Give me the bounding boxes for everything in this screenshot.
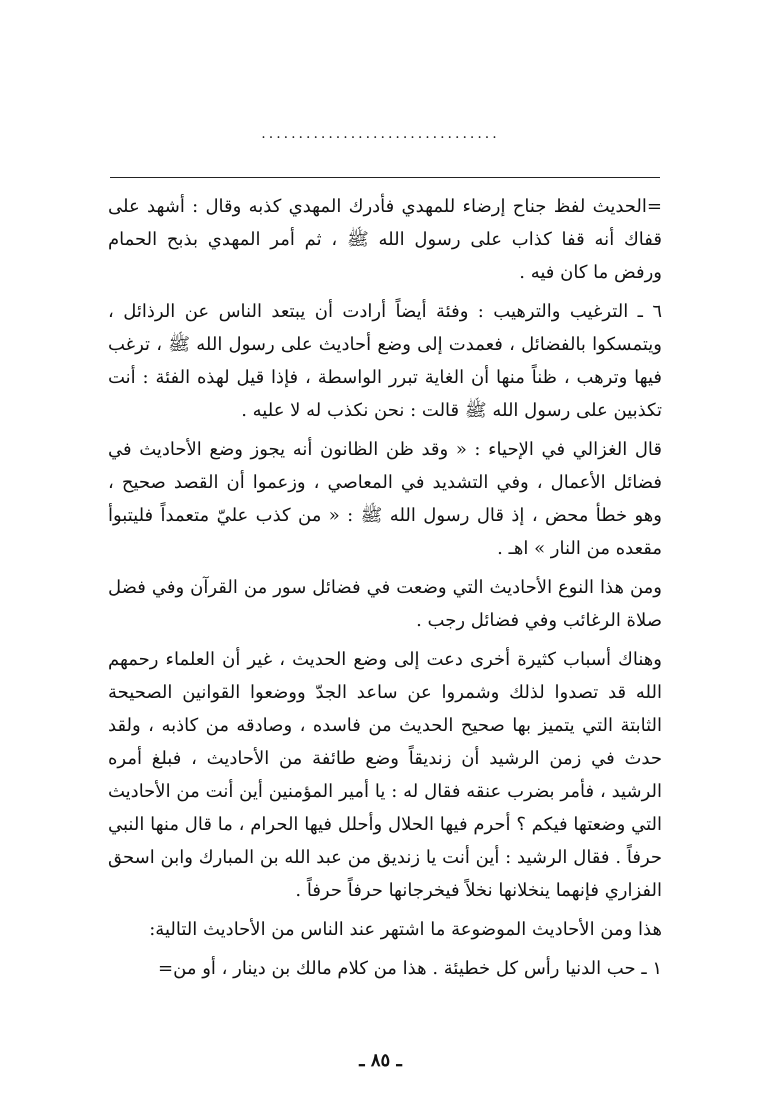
page-body xyxy=(108,190,662,991)
paragraph: وهناك أسباب كثيرة أخرى دعت إلى وضع الحديث ، غير أن العلماء رحمهم الله قد تصدوا لذلك وشمروا عن ساعد الجدّ ووضعوا القوانين الصحيحة الثابتة التي يتميز بها صحيح الحديث من فاسده ، وصادقه من كاذبه ، ولقد حدث في زمن الرشيد أن زنديقاً وضع طائفة من الأحاديث ، فبلغ أمره الرشيد ، فأمر بضرب عنقه فقال له : يا أمير المؤمنين أين أنت من الأحاديث التي وضعتها فيكم ؟ أحرم فيها الحلال وأحلل فيها الحرام ، ما قال منها النبي حرفاً . فقال الرشيد : أين أنت يا زنديق من عبد الله بن المبارك وابن اسحق الفزاري فإنهما ينخلانها نخلاً فيخرجانها حرفاً حرفاً . xyxy=(108,649,662,901)
header-dots: ................................ xyxy=(261,126,500,142)
paragraph: قال الغزالي في الإحياء : « وقد ظن الظانون أنه يجوز وضع الأحاديث في فضائل الأعمال ، وفي التشديد في المعاصي ، وزعموا أن القصد صحيح ، وهو خطأ محض ، إذ قال رسول الله ﷺ : « من كذب عليّ متعمداً فليتبوأ مقعده من النار » اهـ . xyxy=(108,439,662,559)
paragraph: ٦ ـ الترغيب والترهيب : وفئة أيضاً أرادت أن يبتعد الناس عن الرذائل ، ويتمسكوا بالفضائل ، فعمدت إلى وضع أحاديث على رسول الله ﷺ ، ترغب فيها وترهب ، ظناً منها أن الغاية تبرر الواسطة ، فإذا قيل لهذه الفئة : أنت تكذبين على رسول الله ﷺ قالت : نحن نكذب له لا عليه . xyxy=(108,301,662,421)
paragraph: ١ ـ حب الدنيا رأس كل خطيئة . هذا من كلام مالك بن دينار ، أو من= xyxy=(158,958,662,979)
footnote-rule xyxy=(110,177,660,178)
paragraph: =الحديث لفظ جناح إرضاء للمهدي فأدرك المهدي كذبه وقال : أشهد على قفاك أنه قفا كذاب على رسول الله ﷺ ، ثم أمر المهدي بذبح الحمام ورفض ما كان فيه . xyxy=(108,196,662,283)
paragraph: هذا ومن الأحاديث الموضوعة ما اشتهر عند الناس من الأحاديث التالية: xyxy=(149,919,662,940)
page-number: ـ ٨٥ ـ xyxy=(359,1050,402,1071)
paragraph: ومن هذا النوع الأحاديث التي وضعت في فضائل سور من القرآن وفي فضل صلاة الرغائب وفي فضائل رجب . xyxy=(108,577,662,631)
